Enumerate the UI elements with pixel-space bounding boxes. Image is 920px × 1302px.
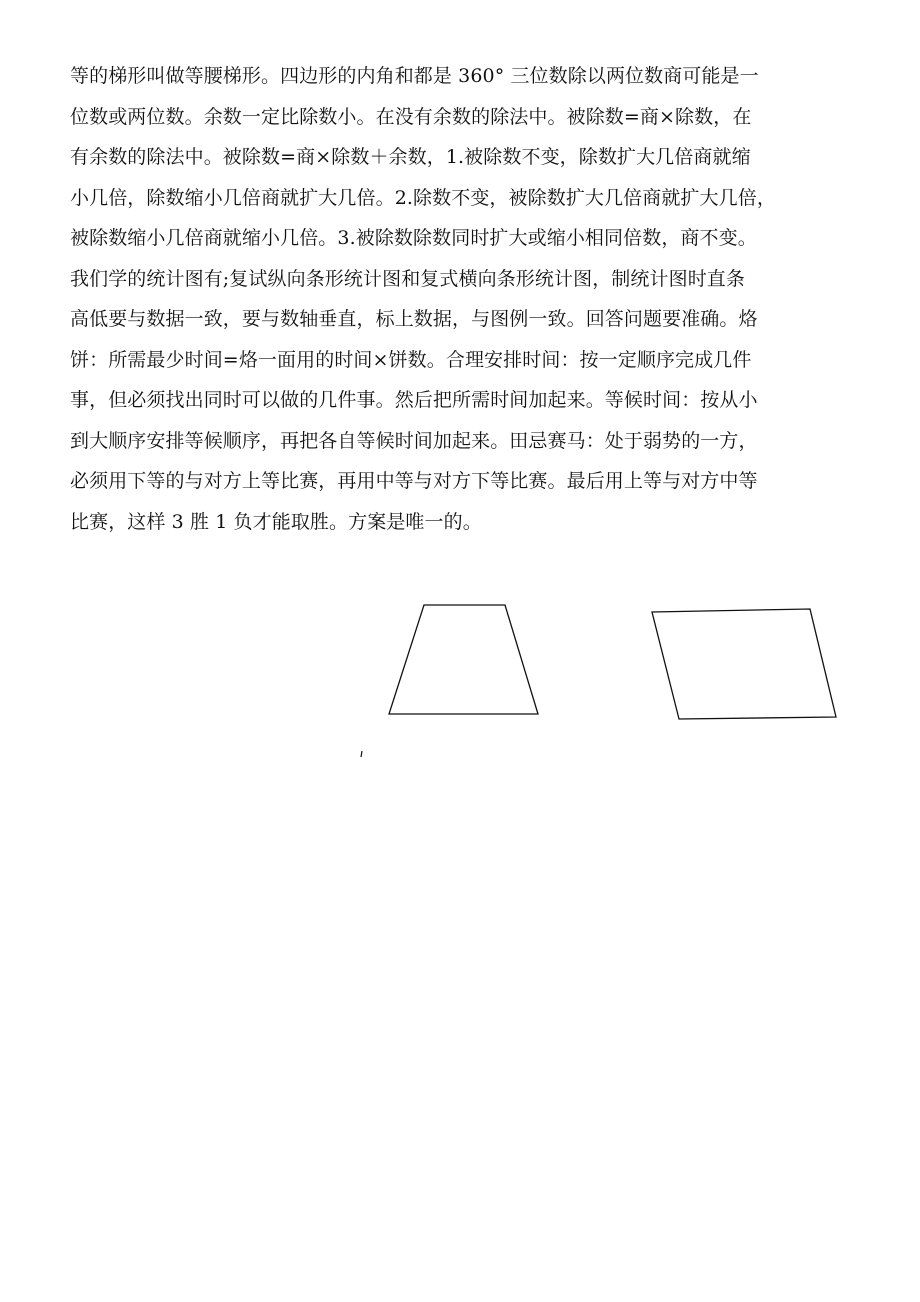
text-line-6: 我们学的统计图有;复试纵向条形统计图和复式横向条形统计图，制统计图时直条 [70, 267, 746, 290]
text-line-1: 等的梯形叫做等腰梯形。四边形的内角和都是 360° 三位数除以两位数商可能是一 [70, 65, 759, 87]
stray-mark [361, 751, 362, 757]
text-line-9: 事，但必须找出同时可以做的几件事。然后把所需时间加起来。等候时间：按从小 [70, 389, 758, 411]
text-line-8: 饼：所需最少时间=烙一面用的时间×饼数。合理安排时间：按一定顺序完成几件 [70, 348, 752, 371]
trapezoid-shape [389, 605, 538, 714]
body-text [70, 56, 860, 542]
text-line-7: 高低要与数据一致，要与数轴垂直，标上数据，与图例一致。回答问题要准确。烙 [70, 308, 758, 330]
text-line-4: 小几倍，除数缩小几倍商就扩大几倍。2.除数不变，被除数扩大几倍商就扩大几倍， [70, 186, 776, 209]
text-line-11: 必须用下等的与对方上等比赛，再用中等与对方下等比赛。最后用上等与对方中等 [70, 470, 758, 492]
text-line-12: 比赛，这样 3 胜 1 负才能取胜。方案是唯一的。 [70, 510, 482, 533]
text-line-5: 被除数缩小几倍商就缩小几倍。3.被除数除数同时扩大或缩小相同倍数，商不变。 [70, 227, 757, 249]
parallelogram-shape [652, 609, 836, 719]
text-line-3: 有余数的除法中。被除数=商×除数＋余数，1.被除数不变，除数扩大几倍商就缩 [70, 146, 751, 168]
text-line-2: 位数或两位数。余数一定比除数小。在没有余数的除法中。被除数=商×除数，在 [70, 105, 752, 128]
text-line-10: 到大顺序安排等候顺序，再把各自等候时间加起来。田忌赛马：处于弱势的一方， [70, 429, 758, 452]
